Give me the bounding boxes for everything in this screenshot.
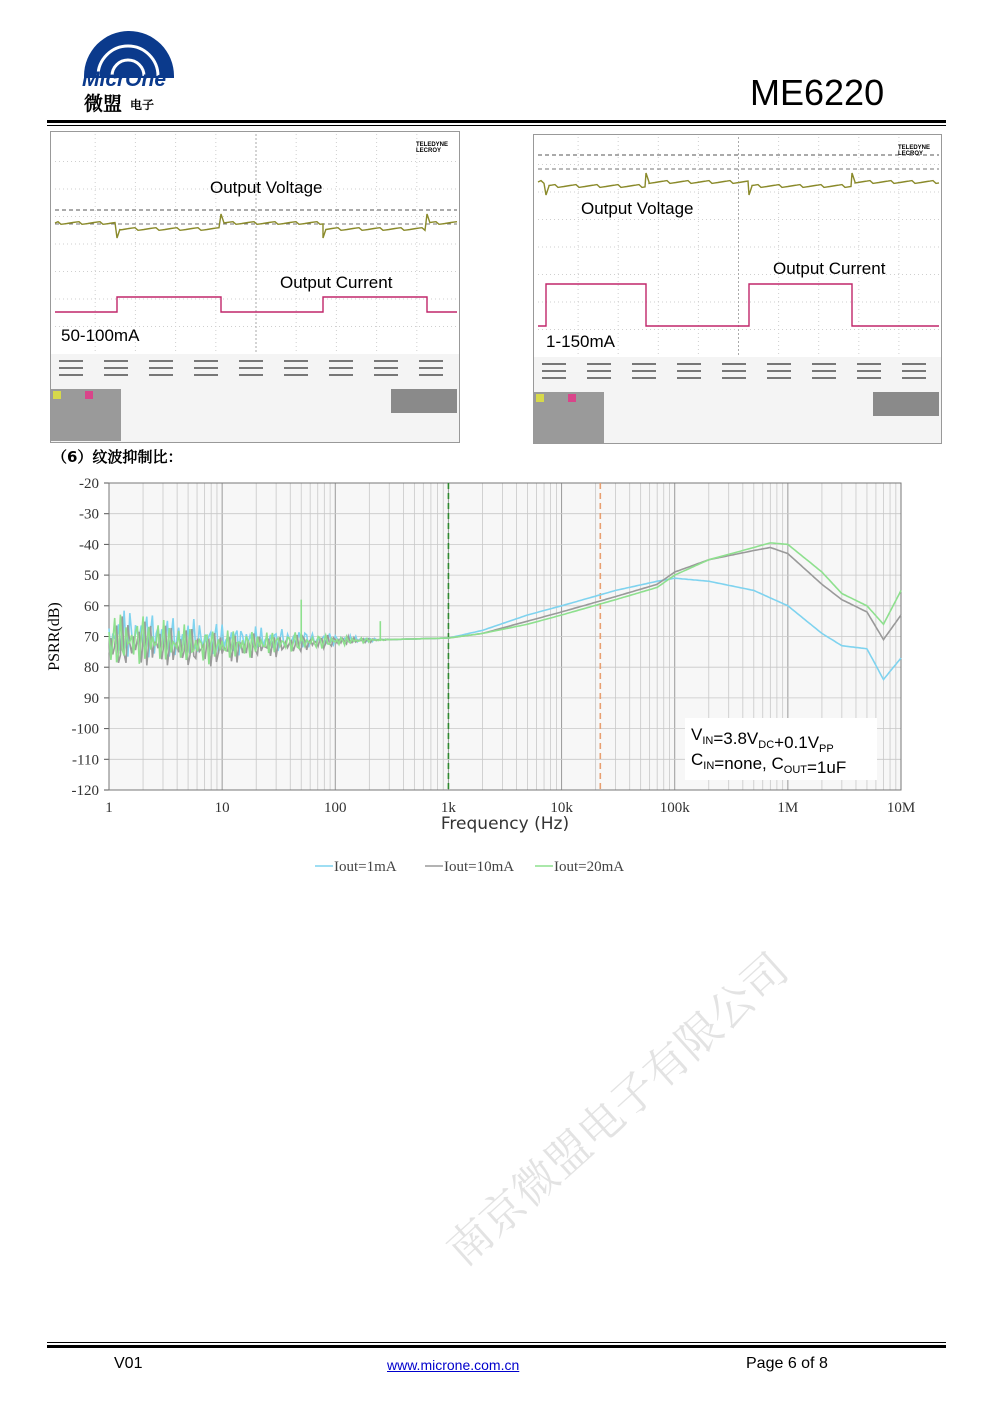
watermark-text: 南京微盟电子有限公司 — [437, 943, 799, 1277]
annotation-line-1-part: =3.8V — [713, 729, 759, 748]
scope-ch2-tag — [85, 391, 93, 399]
scope-measure-cell — [194, 374, 218, 376]
scope-measure-cell — [59, 374, 83, 376]
logo-wordmark: MicrOne — [82, 68, 167, 91]
scope-measure-cell — [857, 377, 881, 379]
scope-measure-cell — [419, 360, 443, 362]
x-tick-label: 1k — [440, 800, 456, 816]
scope-measure-cell — [632, 370, 656, 372]
annotation-line-1-part: V — [691, 725, 703, 744]
scope-right-voltage-label: Output Voltage — [581, 199, 694, 218]
y-tick-label: 70 — [84, 629, 99, 646]
header-rule-thin — [47, 125, 946, 126]
y-tick-label: -100 — [71, 721, 99, 738]
footer-version: V01 — [114, 1355, 143, 1372]
scope-measure-cell — [59, 367, 83, 369]
x-tick-label: 1 — [105, 800, 113, 816]
scope-measure-cell — [812, 377, 836, 379]
y-axis-title: PSRR(dB) — [46, 602, 63, 671]
logo-cn: 微盟 — [84, 93, 123, 115]
scope-measure-cell — [677, 377, 701, 379]
scope-measure-cell — [587, 370, 611, 372]
company-logo — [78, 26, 178, 115]
annotation-line-2-subscript: OUT — [783, 764, 807, 776]
scope-ch1-tag — [53, 391, 61, 399]
annotation-line-2-subscript: IN — [703, 760, 715, 772]
legend-label: Iout=20mA — [554, 859, 625, 875]
scope-measure-cell — [812, 370, 836, 372]
psrr-chart — [40, 470, 920, 880]
scope-right-brand: TELEDYNE LECROY — [898, 145, 931, 157]
x-axis-title: Frequency (Hz) — [440, 814, 570, 834]
annotation-line-1-part: +0.1V — [774, 733, 820, 752]
scope-measure-cell — [149, 360, 173, 362]
scope-timebase-box — [873, 392, 939, 416]
section-heading: （6）纹波抑制比： — [52, 448, 183, 466]
scope-measure-cell — [149, 374, 173, 376]
footer-website-link[interactable]: www.microne.com.cn — [387, 1357, 520, 1373]
scope-left-brand: TELEDYNE LECROY — [416, 142, 449, 154]
x-tick-label: 10 — [214, 800, 230, 816]
scope-measure-cell — [284, 360, 308, 362]
y-tick-label: -20 — [79, 476, 99, 492]
scope-left-voltage-label: Output Voltage — [210, 178, 323, 197]
y-tick-label: -30 — [79, 506, 99, 523]
scope-right-current-label: Output Current — [773, 259, 886, 278]
y-tick-label: 50 — [84, 568, 99, 585]
y-tick-label: 80 — [84, 660, 99, 677]
scope-capture-right — [533, 134, 942, 444]
scope-measure-cell — [104, 367, 128, 369]
scope-measure-cell — [587, 363, 611, 365]
scope-measure-cell — [632, 363, 656, 365]
scope-left-current-label: Output Current — [280, 273, 393, 292]
scope-measure-cell — [902, 363, 926, 365]
x-tick-label: 1M — [777, 800, 799, 816]
scope-ch1-tag — [536, 394, 544, 402]
scope-measure-cell — [284, 374, 308, 376]
annotation-line-1-subscript: DC — [758, 739, 775, 751]
scope-measure-cell — [902, 377, 926, 379]
annotation-line-2-part: =1uF — [807, 758, 847, 777]
scope-measure-cell — [812, 363, 836, 365]
y-tick-label: -110 — [72, 752, 99, 769]
scope-measure-cell — [542, 363, 566, 365]
scope-measure-cell — [104, 360, 128, 362]
scope-measure-cell — [857, 363, 881, 365]
annotation-line-1-subscript: IN — [702, 735, 714, 747]
scope-measure-cell — [632, 377, 656, 379]
scope-measure-cell — [374, 367, 398, 369]
scope-measure-cell — [59, 360, 83, 362]
legend-label: Iout=1mA — [334, 859, 397, 875]
x-tick-label: 10M — [886, 800, 916, 816]
x-tick-label: 100 — [324, 800, 347, 816]
footer-rule — [47, 1345, 946, 1348]
scope-measure-cell — [542, 370, 566, 372]
scope-measure-cell — [239, 367, 263, 369]
scope-measure-cell — [542, 377, 566, 379]
logo-cn-small: 电子 — [130, 98, 155, 112]
x-tick-label: 10k — [550, 800, 573, 816]
scope-measure-cell — [329, 374, 353, 376]
scope-right-range-label: 1-150mA — [546, 332, 615, 351]
scope-measure-cell — [587, 377, 611, 379]
scope-measure-cell — [329, 360, 353, 362]
scope-measure-cell — [374, 374, 398, 376]
scope-measure-cell — [767, 363, 791, 365]
scope-right-graphic — [534, 135, 941, 443]
y-tick-label: 60 — [84, 598, 99, 615]
scope-timebase-box — [391, 389, 457, 413]
scope-measure-cell — [902, 370, 926, 372]
scope-measure-cell — [857, 370, 881, 372]
scope-measure-cell — [677, 363, 701, 365]
footer-rule-thin — [47, 1342, 946, 1343]
scope-left-range-label: 50-100mA — [61, 326, 140, 345]
footer-page-number: Page 6 of 8 — [746, 1355, 828, 1372]
y-tick-label: -40 — [79, 537, 99, 554]
scope-ch2-tag — [568, 394, 576, 402]
scope-measure-cell — [284, 367, 308, 369]
annotation-line-1-subscript: PP — [819, 743, 834, 755]
scope-measure-cell — [239, 374, 263, 376]
legend-label: Iout=10mA — [444, 859, 515, 875]
part-number: ME6220 — [750, 72, 885, 113]
scope-measure-cell — [722, 370, 746, 372]
scope-measure-cell — [329, 367, 353, 369]
scope-measure-cell — [767, 377, 791, 379]
y-tick-label: -120 — [71, 783, 99, 799]
scope-measure-cell — [104, 374, 128, 376]
scope-measure-cell — [722, 363, 746, 365]
scope-measure-cell — [419, 374, 443, 376]
scope-capture-left — [50, 131, 460, 443]
scope-measure-cell — [722, 377, 746, 379]
annotation-line-2-part: C — [691, 750, 704, 769]
scope-measure-cell — [677, 370, 701, 372]
y-tick-label: 90 — [84, 690, 99, 707]
scope-measure-cell — [194, 367, 218, 369]
scope-measure-cell — [149, 367, 173, 369]
x-tick-label: 100k — [659, 800, 690, 816]
annotation-line-2-part: =none, C — [714, 754, 784, 773]
scope-measure-cell — [374, 360, 398, 362]
scope-measure-cell — [194, 360, 218, 362]
scope-measure-cell — [239, 360, 263, 362]
scope-measure-cell — [419, 367, 443, 369]
scope-measure-cell — [767, 370, 791, 372]
header-rule — [47, 120, 946, 123]
